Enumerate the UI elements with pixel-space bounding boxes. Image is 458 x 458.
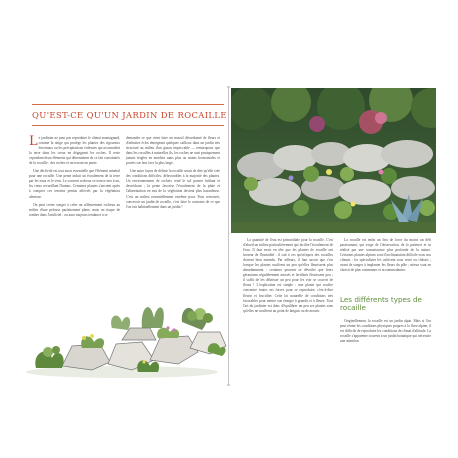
paragraph: demander ce que vient faire un massif désordonné de fleurs et d'arbustes éclos émergeant quelques cailloux dans un jardin très structuré au milieu d'un gazon impeccable — remarquons que dans les rocailles à naturelles ils, les roches ne sont pratiquement jamais érigées en menhirs mais plus ou moins horizontales et posées sur leur face la plus large. [126,136,220,166]
paragraph: Une autre façon de définir la rocaille serait de dire qu'elle crée des conditions difficiles, défavorables à la majorité des plantes. Un environnement de rochers rend le sol pauvre brûlant et desséchant ; la pente favorise l'écoulement de la pluie et l'alimentation en eau de la végétation devient plus hasardeuse. C'est un milieu essentiellement extrême pour. Pour retrouver, concevoir un jardin de rocaille, c'est faire le contraire de ce que l'on fait habituellement dans un jardin ! [126,169,220,209]
paragraph: La rocaille est enfin un lieu de force du moins un défi passionnant, qui exige de l'observation, de la patience et sa réalisé par une connaissance plus profonde de la nature. Certaines plantes alpines sont d'acclimatation difficile sous nos climats : les spécialistes les cultivent sous verre ou châssis ; avant de songer à implanter les fleurs du pôle ; mieux vaut en choisir de plus communes et accommodantes. [340,238,431,273]
subheading: Les différents types de rocaille [340,295,422,312]
left-column-2 [126,136,220,213]
dropcap: L [29,134,38,149]
paragraph: On peut certes songer à créer un affleurement rocheux au milieu d'une pelouse parfaitement plane, mais on risque de tomber dans l'artificiel : on aura toujours tendance à se [29,202,120,217]
paragraph: La quantité de l'eau est primordiale pour la rocaille. C'est d'abord un milieu particulièrement qui facilite l'écoulement de l'eau. Il faut avoir en tête que les plantes de rocaille ont horreur de l'humidité : il suit à ces spécifiques des rocailles doivent bien entendu. Par ailleurs, il faut savoir que c'est lorsque les plantes souffrent un peu qu'elles fleurissent plus abondamment : certaines peuvent se dévoiler que leurs géraniums régulièrement arrosés et fertilisés fleurissent peu ; il suffit de les délaisser un peu pour les voir se couvrir de fleurs ! L'explication est simple : une plante qui souffre concentre toutes ses forces pour se reproduire, c'est-à-dire fleurir et fructifier. Cette loi naturelle de conditions très favorables pour mettre son énergie à grandir et à fleurir. Tout l'art du jardinier est donc d'équilibrer un peu ses plantes sans qu'elles ne souffrent au point de languir ou de mourir. [243,238,333,313]
rock-garden-photo [231,88,436,233]
left-page [22,88,228,384]
section-title: QU'EST-CE QU'UN JARDIN DE ROCAILLE [32,110,227,120]
left-column-1 [29,136,120,221]
right-column-3 [340,319,431,347]
paragraph: Originellement, la rocaille est un jardin alpin. Mais si l'on peut réunir les conditions physiques propres à la flore alpine, il est difficile de reproduire les conditions de climat d'altitude. La rocaille s'apparente souvent à un jardin botanique qui nécessite une attention [340,319,431,344]
right-page [229,88,436,384]
rock-garden-illustration [22,288,230,378]
right-column-1 [243,238,333,317]
section-title-box [32,104,227,126]
right-column-2 [340,238,431,276]
paragraph: e jardinier ne peut pas reproduire le climat montagnard, comme la neige qui protège les plantes des rigoureux hivernaux ou les précipitations violentes qui accumulent la terre dans les creux en dégageant les roches. Il reste cependant deux éléments qui déterminent de ce fait constitutifs de la rocaille : des roches et un terrain en pente. [29,136,120,166]
paragraph: Une déclivité est tout aussi essentielle que l'élément minéral pour une rocaille. Une pente induit un écoulement de la terre par les eaux et le vent. Le souvent rocheux se trouve mis à nu, les creux recueillant l'humus. Certaines plantes s'ancrent après à comprer ces terrains pentus affectés par la végétation alentour. [29,169,120,199]
